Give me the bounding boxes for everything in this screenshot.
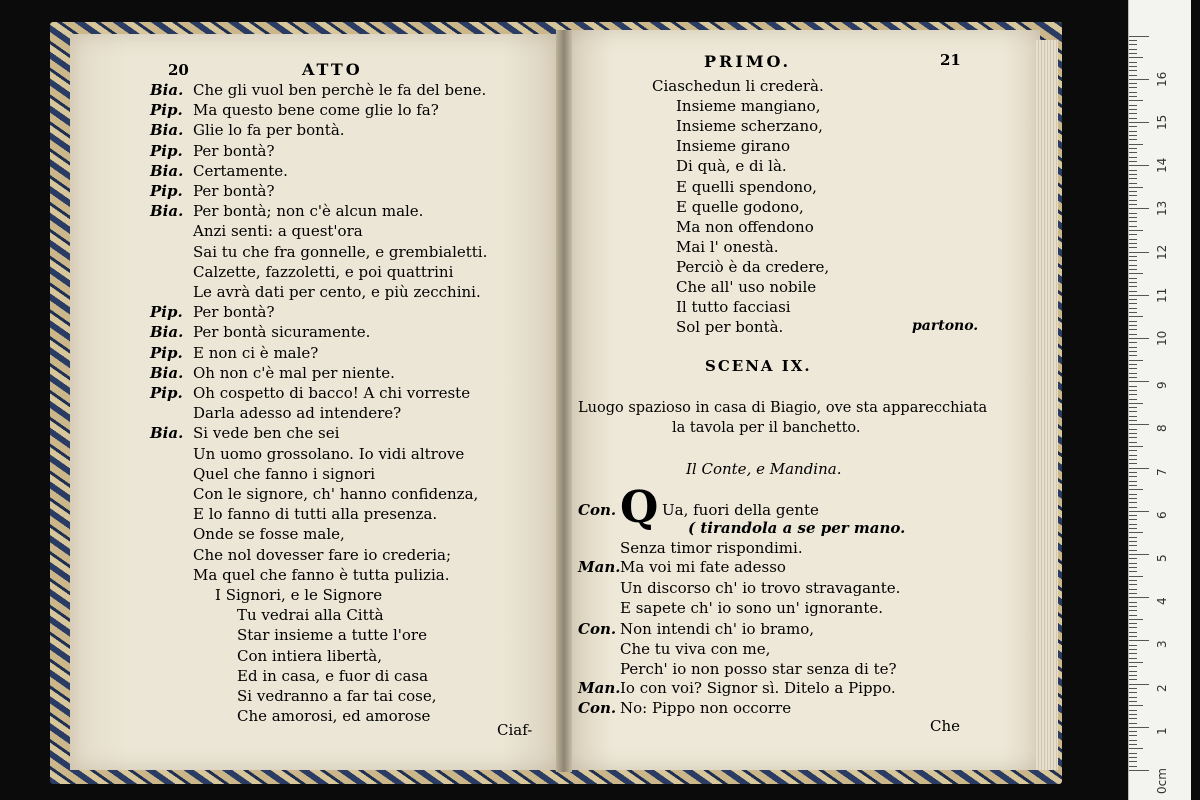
ruler-tick <box>1129 701 1137 702</box>
ruler-number: 3 <box>1155 640 1169 649</box>
ruler-tick <box>1129 472 1137 473</box>
ruler-tick <box>1129 40 1137 41</box>
ruler-tick <box>1129 131 1137 132</box>
ruler-tick <box>1129 481 1137 482</box>
ruler-tick <box>1129 550 1137 551</box>
ruler-tick <box>1129 498 1137 499</box>
ruler-tick <box>1129 399 1137 400</box>
ruler-tick <box>1129 489 1143 490</box>
verse-line: Ma quel che fanno è tutta pulizia. <box>193 565 450 584</box>
verse-line: Di quà, e di là. <box>676 157 787 176</box>
verse-line: Che all' uso nobile <box>676 278 817 296</box>
verse-line: Ua, fuori della gente <box>662 501 819 519</box>
ruler-tick <box>1129 109 1137 110</box>
verse-line: Mai l' onestà. <box>676 237 779 256</box>
ruler-number: 6 <box>1155 511 1169 519</box>
verse-line: Ma voi mi fate adesso <box>620 558 786 576</box>
left-running-head: ATTO <box>302 60 363 79</box>
verse-line: Si vedranno a far tai cose, <box>237 687 437 705</box>
ruler-tick <box>1129 139 1137 140</box>
verse-line: Che amorosi, ed amorose <box>237 707 431 726</box>
speaker-label: Pip. <box>150 141 183 160</box>
verse-line: Senza timor rispondimi. <box>620 539 803 557</box>
scene-characters: Il Conte, e Mandina. <box>686 460 842 478</box>
ruler-tick <box>1129 347 1137 348</box>
ruler-tick <box>1129 174 1137 175</box>
ruler-tick <box>1129 381 1149 382</box>
ruler-tick <box>1129 351 1137 352</box>
ruler-tick <box>1129 710 1137 711</box>
ruler-tick <box>1129 420 1137 421</box>
ruler-number: 14 <box>1155 157 1169 174</box>
ruler-tick <box>1129 619 1143 620</box>
ruler-tick <box>1129 183 1137 184</box>
ruler-tick <box>1129 593 1137 594</box>
ruler-tick <box>1129 157 1137 158</box>
ruler-number: 11 <box>1155 287 1169 303</box>
verse-line: Tu vedrai alla Città <box>237 606 384 625</box>
ruler-tick <box>1129 584 1137 585</box>
ruler-tick <box>1129 450 1137 451</box>
ruler-tick <box>1129 718 1137 719</box>
ruler-tick <box>1129 671 1137 672</box>
speaker-label: Bia. <box>150 121 184 140</box>
ruler-tick <box>1129 476 1137 477</box>
scene-setting-1: Luogo spazioso in casa di Biagio, ove sta apparecchiata <box>578 400 988 416</box>
ruler-tick <box>1129 567 1137 568</box>
verse-line: Oh non c'è mal per niente. <box>193 363 395 382</box>
ruler-tick <box>1129 485 1137 486</box>
ruler-tick <box>1129 507 1137 508</box>
ruler-tick <box>1129 744 1137 745</box>
ruler-tick <box>1129 213 1137 214</box>
ruler-tick <box>1129 429 1137 430</box>
ruler-tick <box>1129 636 1137 637</box>
speaker-label: Pip. <box>150 384 183 402</box>
ruler-tick <box>1129 610 1137 611</box>
ruler-tick <box>1129 697 1137 698</box>
verse-line: Calzette, fazzoletti, e poi quattrini <box>193 262 454 281</box>
ruler-tick <box>1129 100 1143 101</box>
verse-line: Un uomo grossolano. Io vidi altrove <box>193 444 465 463</box>
ruler-tick <box>1129 740 1137 741</box>
ruler-tick <box>1129 658 1137 659</box>
ruler-tick <box>1129 424 1149 425</box>
ruler-tick <box>1129 640 1149 641</box>
ruler-tick <box>1129 606 1137 607</box>
right-catchword: Che <box>930 717 961 735</box>
verse-line: Sol per bontà. <box>676 318 784 337</box>
verse-line: Ed in casa, e fuor di casa <box>237 666 429 685</box>
ruler-tick <box>1129 446 1143 447</box>
ruler-tick <box>1129 360 1143 361</box>
ruler-tick <box>1129 295 1149 296</box>
ruler-number: 15 <box>1155 114 1169 130</box>
ruler-tick <box>1129 368 1137 369</box>
ruler-number: 1 <box>1155 727 1169 735</box>
verse-line: Ma non offendono <box>676 217 814 236</box>
ruler-tick <box>1129 217 1137 218</box>
verse-line: Insieme mangiano, <box>676 97 821 116</box>
verse-line: Il tutto facciasi <box>676 298 791 317</box>
ruler-tick <box>1129 62 1137 63</box>
verse-line: No: Pippo non occorre <box>620 699 792 717</box>
speaker-label: Man. <box>578 679 621 697</box>
verse-line: Anzi senti: a quest'ora <box>193 222 363 241</box>
ruler-tick <box>1129 161 1137 162</box>
verse-line: Le avrà dati per cento, e più zecchini. <box>193 283 481 301</box>
ruler-tick <box>1129 558 1137 559</box>
ruler-tick <box>1129 407 1137 408</box>
ruler-tick <box>1129 627 1137 628</box>
ruler-tick <box>1129 265 1137 266</box>
ruler-tick <box>1129 316 1143 317</box>
ruler-tick <box>1129 766 1137 767</box>
ruler-tick <box>1129 338 1149 339</box>
ruler-tick <box>1129 723 1137 724</box>
ruler-tick <box>1129 442 1137 443</box>
verse-line: E quelle godono, <box>676 197 804 216</box>
ruler-tick <box>1129 226 1137 227</box>
ruler-tick <box>1129 75 1137 76</box>
verse-line: Per bontà? <box>193 141 275 160</box>
verse-line: I Signori, e le Signore <box>215 586 383 604</box>
ruler-tick <box>1129 83 1137 84</box>
ruler-tick <box>1129 688 1137 689</box>
ruler-tick <box>1129 735 1137 736</box>
ruler-tick <box>1129 191 1137 192</box>
speaker-label: Bia. <box>150 323 184 342</box>
speaker-label: Bia. <box>150 81 184 99</box>
verse-line: Ciaschedun li crederà. <box>652 77 824 95</box>
ruler-tick <box>1129 580 1137 581</box>
ruler-tick <box>1129 459 1137 460</box>
ruler-tick <box>1129 221 1137 222</box>
drop-capital: Q <box>620 482 659 533</box>
ruler-tick <box>1129 234 1137 235</box>
ruler-tick <box>1129 770 1149 771</box>
ruler-tick <box>1129 532 1143 533</box>
ruler-tick <box>1129 44 1137 45</box>
ruler-tick <box>1129 126 1137 127</box>
ruler-tick <box>1129 260 1137 261</box>
left-page-number: 20 <box>168 61 189 79</box>
ruler-tick <box>1129 748 1143 749</box>
ruler-tick <box>1129 57 1143 58</box>
ruler-tick <box>1129 282 1137 283</box>
verse-line: Certamente. <box>193 161 288 180</box>
ruler-tick <box>1129 684 1149 685</box>
speaker-label: Con. <box>578 501 617 519</box>
verse-line: E lo fanno di tutti alla presenza. <box>193 505 438 524</box>
ruler-unit-label: 0cm <box>1155 768 1169 794</box>
ruler-tick <box>1129 118 1137 119</box>
ruler-tick <box>1129 537 1137 538</box>
ruler-tick <box>1129 528 1137 529</box>
verse-line: Darla adesso ad intendere? <box>193 404 402 423</box>
ruler-tick <box>1129 394 1137 395</box>
ruler-tick <box>1129 386 1137 387</box>
speaker-label: Con. <box>578 699 617 717</box>
ruler-tick <box>1129 563 1137 564</box>
verse-line: Un discorso ch' io trovo stravagante. <box>620 579 901 597</box>
verse-line: E quelli spendono, <box>676 177 817 196</box>
ruler-tick <box>1129 524 1137 525</box>
ruler-tick <box>1129 178 1137 179</box>
verse-line: Perciò è da credere, <box>676 257 830 276</box>
speaker-label: Bia. <box>150 161 184 180</box>
verse-line: ( tirandola a se per mano. <box>688 519 906 537</box>
ruler-tick <box>1129 208 1149 209</box>
verse-line: Si vede ben che sei <box>193 424 340 443</box>
ruler-tick <box>1129 53 1137 54</box>
ruler-tick <box>1129 615 1137 616</box>
verse-line: Onde se fosse male, <box>193 525 345 544</box>
ruler-tick <box>1129 187 1143 188</box>
ruler-tick <box>1129 632 1137 633</box>
ruler-tick <box>1129 355 1137 356</box>
ruler-tick <box>1129 334 1137 335</box>
ruler-tick <box>1129 545 1137 546</box>
ruler-tick <box>1129 36 1149 37</box>
ruler-tick <box>1129 515 1137 516</box>
verse-line: Star insieme a tutte l'ore <box>237 626 427 645</box>
verse-line: Ma questo bene come glie lo fa? <box>193 101 439 120</box>
ruler-tick <box>1129 273 1143 274</box>
verse-line: Per bontà sicuramente. <box>193 323 371 342</box>
measuring-ruler <box>1128 0 1191 800</box>
verse-line: Con intiera libertà, <box>237 646 382 665</box>
verse-line: Che nol dovesser fare io crederia; <box>193 545 452 564</box>
ruler-tick <box>1129 602 1137 603</box>
speaker-label: Bia. <box>150 202 184 221</box>
verse-line: Che gli vuol ben perchè le fa del bene. <box>193 81 487 99</box>
ruler-tick <box>1129 455 1137 456</box>
ruler-tick <box>1129 152 1137 153</box>
verse-line: Per bontà? <box>193 303 275 322</box>
ruler-number: 8 <box>1155 424 1169 433</box>
ruler-number: 12 <box>1155 244 1169 260</box>
ruler-tick <box>1129 390 1137 391</box>
ruler-tick <box>1129 321 1137 322</box>
ruler-tick <box>1129 66 1137 67</box>
ruler-tick <box>1129 463 1137 464</box>
verse-line: Sai tu che fra gonnelle, e grembialetti. <box>193 242 488 261</box>
ruler-tick <box>1129 597 1149 598</box>
ruler-tick <box>1129 122 1149 123</box>
ruler-tick <box>1129 653 1137 654</box>
stage-exit: partono. <box>912 318 979 334</box>
verse-line: Quel che fanno i signori <box>193 464 376 483</box>
ruler-tick <box>1129 312 1137 313</box>
ruler-tick <box>1129 286 1137 287</box>
ruler-tick <box>1129 645 1137 646</box>
ruler-tick <box>1129 727 1149 728</box>
ruler-tick <box>1129 325 1137 326</box>
ruler-tick <box>1129 541 1137 542</box>
ruler-tick <box>1129 252 1149 253</box>
ruler-tick <box>1129 239 1137 240</box>
verse-line: Per bontà; non c'è alcun male. <box>193 202 424 221</box>
ruler-tick <box>1129 329 1137 330</box>
page-edges <box>1036 40 1058 770</box>
ruler-tick <box>1129 433 1137 434</box>
book-gutter <box>556 30 572 772</box>
ruler-tick <box>1129 675 1137 676</box>
speaker-label: Con. <box>578 620 617 638</box>
ruler-tick <box>1129 519 1137 520</box>
verse-line: Glie lo fa per bontà. <box>193 121 345 140</box>
right-running-head: PRIMO. <box>704 52 792 71</box>
scene-setting-2: la tavola per il banchetto. <box>672 420 861 436</box>
ruler-tick <box>1129 731 1137 732</box>
scene-title: SCENA IX. <box>705 357 812 375</box>
ruler-tick <box>1129 373 1137 374</box>
ruler-tick <box>1129 416 1137 417</box>
ruler-tick <box>1129 377 1137 378</box>
ruler-tick <box>1129 342 1137 343</box>
ruler-tick <box>1129 70 1137 71</box>
ruler-tick <box>1129 757 1137 758</box>
ruler-tick <box>1129 649 1137 650</box>
ruler-tick <box>1129 92 1137 93</box>
verse-line: Che tu viva con me, <box>620 640 771 658</box>
ruler-number: 13 <box>1155 201 1169 217</box>
ruler-tick <box>1129 308 1137 309</box>
ruler-tick <box>1129 79 1149 80</box>
ruler-tick <box>1129 278 1137 279</box>
speaker-label: Man. <box>578 558 621 576</box>
verse-line: Perch' io non posso star senza di te? <box>620 660 897 678</box>
ruler-tick <box>1129 511 1149 512</box>
ruler-tick <box>1129 170 1137 171</box>
ruler-number: 4 <box>1155 597 1169 606</box>
ruler-tick <box>1129 623 1137 624</box>
ruler-tick <box>1129 679 1137 680</box>
speaker-label: Bia. <box>150 424 184 443</box>
ruler-tick <box>1129 705 1143 706</box>
ruler-number: 7 <box>1155 467 1169 476</box>
right-page-number: 21 <box>940 51 961 69</box>
verse-line: Insieme scherzano, <box>676 117 823 136</box>
ruler-tick <box>1129 243 1137 244</box>
ruler-tick <box>1129 753 1137 754</box>
speaker-label: Bia. <box>150 363 184 382</box>
ruler-tick <box>1129 494 1137 495</box>
ruler-tick <box>1129 230 1143 231</box>
ruler-number: 9 <box>1155 381 1169 390</box>
ruler-tick <box>1129 96 1137 97</box>
ruler-tick <box>1129 49 1137 50</box>
verse-line: E sapete ch' io sono un' ignorante. <box>620 599 883 617</box>
ruler-tick <box>1129 247 1137 248</box>
ruler-tick <box>1129 204 1137 205</box>
ruler-tick <box>1129 105 1137 106</box>
ruler-tick <box>1129 666 1137 667</box>
ruler-tick <box>1129 502 1137 503</box>
ruler-number: 10 <box>1155 330 1169 346</box>
ruler-number: 5 <box>1155 554 1169 562</box>
ruler-tick <box>1129 761 1137 762</box>
ruler-tick <box>1129 662 1143 663</box>
ruler-number: 2 <box>1155 683 1169 692</box>
ruler-tick <box>1129 195 1137 196</box>
verse-line: Oh cospetto di bacco! A chi vorreste <box>193 384 471 402</box>
verse-line: E non ci è male? <box>193 343 319 362</box>
ruler-tick <box>1129 144 1143 145</box>
speaker-label: Pip. <box>150 182 183 200</box>
ruler-tick <box>1129 576 1143 577</box>
ruler-tick <box>1129 113 1137 114</box>
ruler-tick <box>1129 256 1137 257</box>
ruler-tick <box>1129 589 1137 590</box>
ruler-tick <box>1129 554 1149 555</box>
verse-line: Per bontà? <box>193 182 275 200</box>
ruler-tick <box>1129 299 1137 300</box>
ruler-tick <box>1129 291 1137 292</box>
ruler-tick <box>1129 87 1137 88</box>
verse-line: Insieme girano <box>676 137 791 156</box>
verse-line: Non intendi ch' io bramo, <box>620 620 815 638</box>
verse-line: Io con voi? Signor sì. Ditelo a Pippo. <box>620 679 896 697</box>
ruler-tick <box>1129 714 1137 715</box>
left-catchword: Ciaf- <box>497 721 533 739</box>
ruler-number: 16 <box>1155 71 1169 87</box>
ruler-tick <box>1129 364 1137 365</box>
ruler-tick <box>1129 692 1137 693</box>
speaker-label: Pip. <box>150 101 183 120</box>
ruler-tick <box>1129 269 1137 270</box>
ruler-tick <box>1129 437 1137 438</box>
ruler-tick <box>1129 200 1137 201</box>
ruler-tick <box>1129 148 1137 149</box>
ruler-tick <box>1129 571 1137 572</box>
ruler-tick <box>1129 411 1137 412</box>
verse-line: Con le signore, ch' hanno confidenza, <box>193 485 479 503</box>
ruler-tick <box>1129 165 1149 166</box>
ruler-tick <box>1129 135 1137 136</box>
ruler-tick <box>1129 468 1149 469</box>
speaker-label: Pip. <box>150 343 183 362</box>
ruler-tick <box>1129 303 1137 304</box>
speaker-label: Pip. <box>150 303 183 322</box>
ruler-tick <box>1129 403 1143 404</box>
